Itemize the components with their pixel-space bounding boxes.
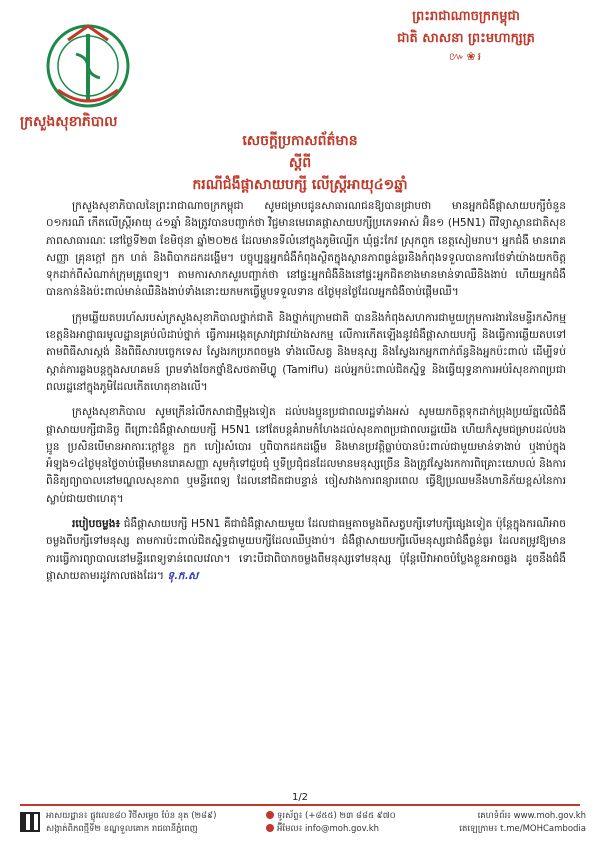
footer-address	[46, 810, 246, 836]
ministry-logo-icon	[28, 20, 148, 112]
ornament: ៚❀៛	[448, 50, 484, 63]
document-body	[46, 198, 566, 593]
national-motto: ជាតិ សាសនា ព្រះមហាក្សត្រ	[397, 31, 535, 46]
address-line-1: អាសយដ្ឋាន៖ ផ្លូវលេខ៨០ វិថីសម្តេច ប៉ែន នុត (២៨៩)	[46, 811, 217, 821]
transmission-text: ជំងឺផ្តាសាយបក្សី H5N1 គឺជាជំងឺផ្តាសាយមួយ ដែលជាធម្មតាចម្លងពីសត្វបក្សីទៅបក្សីផ្សេងទៀត ប៉ុន្តែក្នុងករណីអាចចម្លងពីបក្សីទៅមនុស្ស តាមការប៉ះពាល់ជិតស្និទ្ធជាមួយបក្សីដែលឈឺឬងាប់។ ជំងឺផ្តាសាយបក្សីលើមនុស្សជាជំងឺធ្ងន់ធ្ងរ ដែលតម្រូវឱ្យមានការធ្វើការព្យាបាលនៅមន្ទីរពេទ្យទាន់ពេលវេលា។ ទោះបីជាពិបាកចម្លងពីមនុស្សទៅមនុស្ស ប៉ុន្តែបើវាអាចបំប្លែងខ្លួនអាចឆ្លង ដូចនឹងជំងឺផ្តាសាយតាមរដូវកាលផងដែរ។	[46, 518, 566, 582]
phone-icon	[266, 811, 274, 819]
qr-code-icon	[20, 812, 40, 832]
address-line-2: សង្កាត់ពិភពថ្មីទី២ ខណ្ឌទួលគោក រាជធានីភ្នំពេញ	[46, 824, 198, 834]
footer-phone: ទូរស័ព្ទ៖ (+៨៥៥) ២៣ ៨៨៥ ៩៧០	[266, 810, 446, 823]
footer-online	[456, 810, 586, 836]
document-subject: ករណីជំងឺផ្តាសាយបក្សី លើស្ត្រីអាយុ៤១ឆ្នាំ	[192, 177, 408, 193]
page-number: 1/2	[291, 792, 309, 803]
handwritten-initials: ទុ.ក.ស	[167, 569, 199, 582]
header-block	[356, 8, 576, 66]
footer-website[interactable]: គេហទំព័រ៖ www.moh.gov.kh	[477, 811, 586, 821]
paragraph-4	[46, 516, 566, 585]
footer-telegram[interactable]: តេឡេក្រាម៖ t.me/MOHCambodia	[459, 824, 586, 834]
paragraph-3: ក្រសួងសុខាភិបាល សូមក្រើនរំលឹកសាជាថ្មីម្តងទៀត ដល់បងប្អូនប្រជាពលរដ្ឋទាំងអស់ សូមយកចិត្តទុកដាក់ប្រុងប្រយ័ត្នលើជំងឺផ្តាសាយបក្សីជានិច្ច ពីព្រោះជំងឺផ្តាសាយបក្សី H5N1 នៅតែបន្តគំរាមកំហែងដល់សុខភាពប្រជាពលរដ្ឋយើង ហើយក៏សូមជម្រាបដល់បងប្អូន ប្រសិនបើមានអាការៈក្តៅខ្លួន ក្អក ហៀរសំបោរ ឬពិបាកដកដង្ហើម និងមានប្រវត្តិធ្លាប់បានប៉ះពាល់ជាមួយមាន់ទាងាប់ ឬងាប់ក្នុងអំឡុង១៤ថ្ងៃមុនថ្ងៃចាប់ផ្តើមមានរោគសញ្ញា សូមកុំទៅជួបជុំ ឬទីប្រជុំជនដែលមានមនុស្សច្រើន និងត្រូវស្វែងរកការពិគ្រោះយោបល់ និងការពិនិត្យព្យាបាលនៅមណ្ឌលសុខភាព ឬមន្ទីរពេទ្យ ដែលនៅជិតជាបន្ទាន់ ចៀសវាងការពន្យារពេល ធ្វើឱ្យប្រឈមនឹងហានិភ័យខ្ពស់នៃការស្លាប់ជាយថាហេតុ។	[46, 406, 566, 505]
footer-email[interactable]: អ៊ីមែល៖ info@moh.gov.kh	[266, 823, 446, 836]
paragraph-1: ក្រសួងសុខាភិបាលនៃព្រះរាជាណាចក្រកម្ពុជា សូមជម្រាបជូនសាធារណជនឱ្យបានជ្រាបថា មានអ្នកជំងឺផ្តាសាយបក្សីចំនួន ០១ករណី កើតលើស្ត្រីអាយុ ៤១ឆ្នាំ និងត្រូវបានបញ្ជាក់ថា វិជ្ជមានមេរោគផ្តាសាយបក្សីប្រភេទអាស់ អ៊ិន១ (H5N1) ពីវិទ្យាស្ថានជាតិសុខភាពសាធារណៈ នៅថ្ងៃទី២៣ ខែមិថុនា ឆ្នាំ២០២៥ ដែលមានទីលំនៅក្នុងភូមិល្បើក ឃុំផ្ទះកែវ ស្រុកពួក ខេត្តសៀមរាប។ អ្នកជំងឺ មានរោគសញ្ញា គ្រុនក្តៅ ក្អក ហត់ និងពិបាកដកដង្ហើម។ បច្ចុប្បន្នអ្នកជំងឺកំពុងស្ថិតក្នុងស្ថានភាពធ្ងន់ធ្ងរនិងកំពុងទទួលបានការថែទាំយ៉ាងយកចិត្តទុកដាក់ពីសំណាក់ក្រុមគ្រូពេទ្យ។ តាមការសាកសួរបញ្ជាក់ថា នៅផ្ទះអ្នកជំងឺនិងនៅផ្ទះអ្នកជិតខាងមានមាន់ទាឈឺនិងងាប់ ហើយអ្នកជំងឺបានកាន់និងប៉ះពាល់មាន់ឈឺនិងងាប់ទាំងនោះយកមកធ្វើម្ហូបទទួលទាន ៥ថ្ងៃមុនថ្ងៃដែលអ្នកជំងឺចាប់ផ្តើមឈឺ។	[46, 200, 566, 299]
ministry-name: ក្រសួងសុខាភិបាល	[20, 114, 118, 130]
document-title: សេចក្តីប្រកាសព័ត៌មាន	[242, 133, 358, 149]
footer	[20, 808, 586, 842]
paragraph-2: ក្រុមឆ្លើយតបរហ័សរបស់ក្រសួងសុខាភិបាលថ្នាក់ជាតិ និងថ្នាក់ក្រោមជាតិ បាននិងកំពុងសហការជាមួយក្រុមការងារនៃមន្ទីរកសិកម្មខេត្តនិងអាជ្ញាធរមូលដ្ឋានគ្រប់លំដាប់ថ្នាក់ ធ្វើការអង្កេតស្រាវជ្រាវយ៉ាងសកម្ម លើការកើតឡើងនូវជំងឺផ្តាសាយបក្សី និងធ្វើការឆ្លើយតបទៅតាមពិធីសារស្តង់ និងពិធីសារបច្ចេកទេស ស្វែងរកប្រភពចម្លង ទាំងលើសត្វ និងមនុស្ស និងស្វែងរកអ្នកពាក់ព័ន្ធនិងអ្នកប៉ះពាល់ ដើម្បីទប់ស្កាត់ការឆ្លងបន្តក្នុងសហគមន៍ ព្រមទាំងចែកថ្នាំឱសថតាមីហ្វ្លូ (Tamiflu) ដល់អ្នកប៉ះពាល់ជិតស្និទ្ធ និងធ្វើយុទ្ធនាការអប់រំសុខភាពប្រជាពលរដ្ឋនៅក្នុងភូមិដែលកើតហេតុខាងលើ។	[46, 311, 566, 393]
document-title-block	[0, 130, 600, 196]
email-icon	[266, 824, 274, 832]
transmission-heading: របៀបចម្លង៖	[72, 518, 121, 531]
footer-divider	[20, 804, 580, 806]
footer-contact	[266, 810, 446, 836]
kingdom-title: ព្រះរាជាណាចក្រកម្ពុជា	[412, 9, 520, 24]
document-subtitle-about: ស្តីពី	[288, 155, 312, 171]
